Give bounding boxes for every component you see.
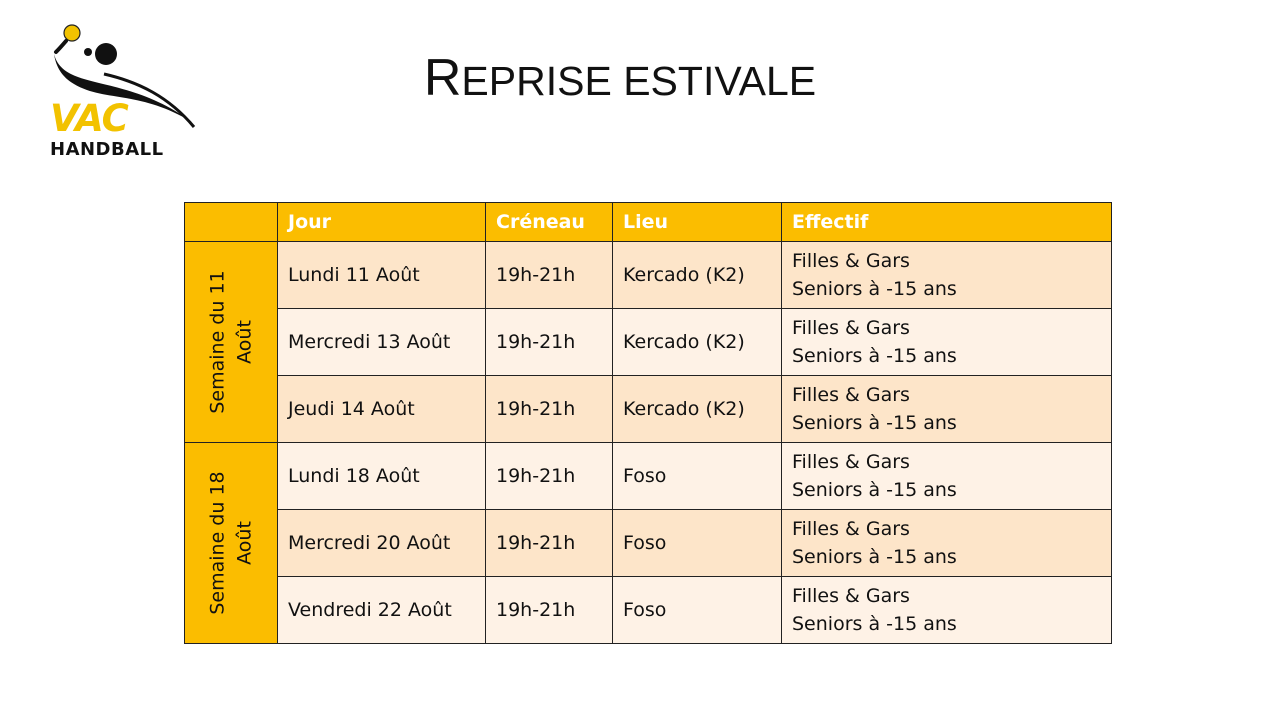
week-label-2: Semaine du 18 Août	[206, 471, 255, 615]
logo-handball-text: HANDBALL	[50, 139, 164, 160]
vac-handball-logo	[44, 22, 196, 162]
title-initial: R	[423, 49, 462, 107]
cell-creneau: 19h-21h	[486, 376, 613, 443]
cell-lieu: Foso	[613, 510, 782, 577]
cell-effectif: Filles & Gars Seniors à -15 ans	[782, 510, 1112, 577]
header-effectif: Effectif	[782, 203, 1112, 242]
cell-creneau: 19h-21h	[486, 309, 613, 376]
week-cell-1	[185, 242, 278, 443]
cell-jour: Lundi 18 Août	[278, 443, 486, 510]
header-week	[185, 203, 278, 242]
cell-effectif: Filles & Gars Seniors à -15 ans	[782, 577, 1112, 644]
cell-creneau: 19h-21h	[486, 577, 613, 644]
week-label-1: Semaine du 11 Août	[206, 270, 255, 414]
cell-effectif: Filles & Gars Seniors à -15 ans	[782, 242, 1112, 309]
cell-creneau: 19h-21h	[486, 443, 613, 510]
cell-effectif: Filles & Gars Seniors à -15 ans	[782, 376, 1112, 443]
cell-jour: Mercredi 13 Août	[278, 309, 486, 376]
schedule-table	[184, 202, 1112, 644]
table-row	[185, 242, 1112, 309]
table-row	[185, 309, 1112, 376]
cell-creneau: 19h-21h	[486, 242, 613, 309]
cell-jour: Vendredi 22 Août	[278, 577, 486, 644]
title-rest: EPRISE ESTIVALE	[461, 58, 817, 104]
cell-effectif: Filles & Gars Seniors à -15 ans	[782, 443, 1112, 510]
table-row	[185, 376, 1112, 443]
cell-jour: Mercredi 20 Août	[278, 510, 486, 577]
table-row	[185, 577, 1112, 644]
cell-effectif: Filles & Gars Seniors à -15 ans	[782, 309, 1112, 376]
cell-lieu: Kercado (K2)	[613, 376, 782, 443]
cell-lieu: Foso	[613, 443, 782, 510]
page-title	[380, 49, 860, 107]
cell-jour: Jeudi 14 Août	[278, 376, 486, 443]
table-header-row	[185, 203, 1112, 242]
table-row	[185, 443, 1112, 510]
cell-jour: Lundi 11 Août	[278, 242, 486, 309]
cell-lieu: Foso	[613, 577, 782, 644]
cell-creneau: 19h-21h	[486, 510, 613, 577]
header-lieu: Lieu	[613, 203, 782, 242]
logo-vac-text: VAC	[50, 97, 128, 140]
table-row	[185, 510, 1112, 577]
header-creneau: Créneau	[486, 203, 613, 242]
header-jour: Jour	[278, 203, 486, 242]
cell-lieu: Kercado (K2)	[613, 309, 782, 376]
cell-lieu: Kercado (K2)	[613, 242, 782, 309]
week-cell-2	[185, 443, 278, 644]
